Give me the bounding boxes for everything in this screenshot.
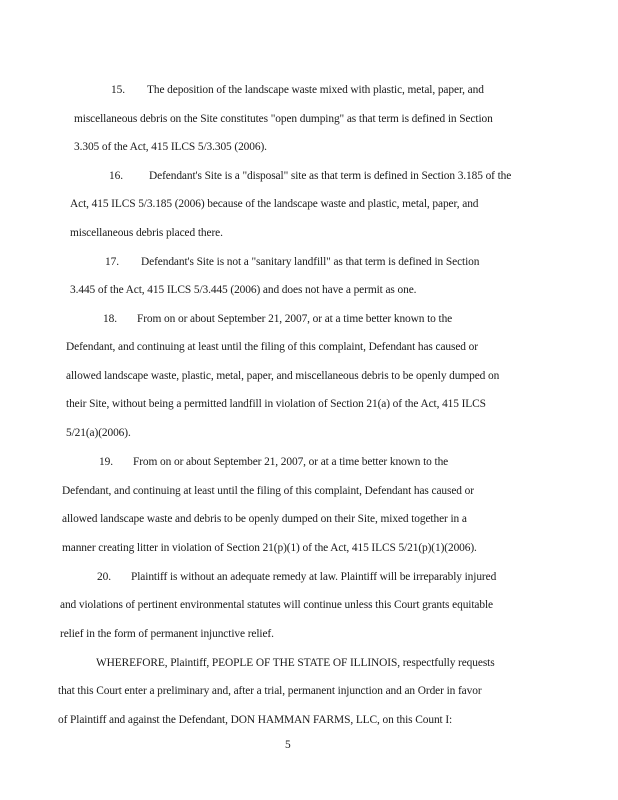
paragraph-20-line-3: relief in the form of permanent injunctive relief. bbox=[60, 628, 274, 640]
wherefore-line-3: of Plaintiff and against the Defendant, DON HAMMAN FARMS, LLC, on this Count I: bbox=[58, 714, 453, 726]
paragraph-16-number: 16. bbox=[109, 170, 123, 182]
paragraph-17-line-1: Defendant's Site is not a "sanitary landfill" as that term is defined in Section bbox=[141, 256, 480, 268]
wherefore-line-2: that this Court enter a preliminary and, after a trial, permanent injunction and an Order in favor bbox=[58, 685, 482, 697]
paragraph-16-line-1: Defendant's Site is a "disposal" site as that term is defined in Section 3.185 of the bbox=[149, 170, 512, 182]
paragraph-20-line-2: and violations of pertinent environmental statutes will continue unless this Court grants equitable bbox=[60, 599, 493, 611]
paragraph-15-line-1: The deposition of the landscape waste mixed with plastic, metal, paper, and bbox=[147, 84, 484, 96]
paragraph-20-number: 20. bbox=[97, 571, 111, 583]
page-number: 5 bbox=[285, 739, 291, 751]
paragraph-19-line-1: From on or about September 21, 2007, or at a time better known to the bbox=[133, 456, 449, 468]
paragraph-19-line-2: Defendant, and continuing at least until the filing of this complaint, Defendant has caused or bbox=[62, 485, 474, 497]
paragraph-15-line-3: 3.305 of the Act, 415 ILCS 5/3.305 (2006). bbox=[74, 141, 267, 153]
paragraph-19-number: 19. bbox=[99, 456, 113, 468]
paragraph-18-line-3: allowed landscape waste, plastic, metal, paper, and miscellaneous debris to be openly dumped on bbox=[66, 370, 500, 382]
paragraph-18-line-4: their Site, without being a permitted landfill in violation of Section 21(a) of the Act, 415 ILCS bbox=[66, 398, 486, 410]
paragraph-18-line-2: Defendant, and continuing at least until the filing of this complaint, Defendant has caused or bbox=[66, 341, 478, 353]
paragraph-17-line-2: 3.445 of the Act, 415 ILCS 5/3.445 (2006) and does not have a permit as one. bbox=[70, 284, 417, 296]
paragraph-16-line-2: Act, 415 ILCS 5/3.185 (2006) because of the landscape waste and plastic, metal, paper, and bbox=[70, 198, 479, 210]
paragraph-19-line-3: allowed landscape waste and debris to be openly dumped on their Site, mixed together in a bbox=[62, 513, 467, 525]
paragraph-15-line-2: miscellaneous debris on the Site constitutes "open dumping" as that term is defined in Section bbox=[74, 113, 493, 125]
wherefore-line-1: WHEREFORE, Plaintiff, PEOPLE OF THE STATE OF ILLINOIS, respectfully requests bbox=[96, 657, 495, 669]
paragraph-20-line-1: Plaintiff is without an adequate remedy at law. Plaintiff will be irreparably injured bbox=[131, 571, 497, 583]
paragraph-18-line-1: From on or about September 21, 2007, or at a time better known to the bbox=[137, 313, 453, 325]
paragraph-16-line-3: miscellaneous debris placed there. bbox=[70, 227, 223, 239]
paragraph-18-number: 18. bbox=[103, 313, 117, 325]
paragraph-15-number: 15. bbox=[111, 84, 125, 96]
paragraph-18-line-5: 5/21(a)(2006). bbox=[66, 427, 131, 439]
paragraph-19-line-4: manner creating litter in violation of Section 21(p)(1) of the Act, 415 ILCS 5/21(p)(1)(2006). bbox=[62, 542, 477, 554]
paragraph-17-number: 17. bbox=[105, 256, 119, 268]
